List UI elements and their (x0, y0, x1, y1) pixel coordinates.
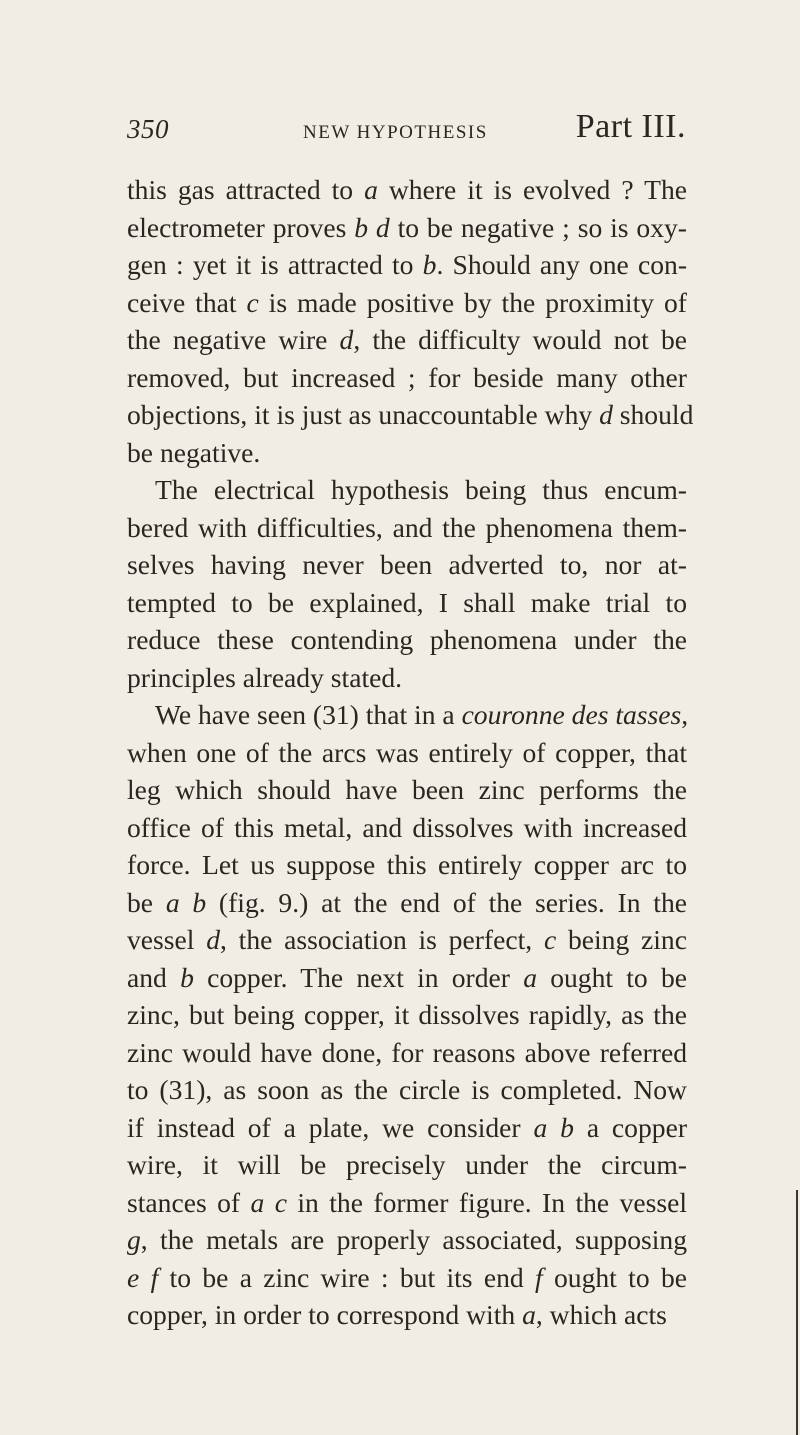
text-line (127, 434, 687, 472)
italic-run: a (522, 1299, 536, 1330)
text-run: leg which should have been zinc performs the (127, 774, 687, 805)
text-run: be (127, 886, 166, 918)
text-run: objections, it is just as unaccountable why (127, 399, 600, 430)
italic-run: d (206, 924, 220, 955)
text-run: ought to be (542, 1261, 687, 1293)
italic-run: g (127, 1224, 141, 1255)
text-line (127, 209, 687, 247)
text-run: where it is evolved ? The (377, 174, 687, 205)
italic-run: a (523, 961, 537, 993)
text-line (127, 884, 687, 922)
text-run: , the metals are properly associated, supposing (140, 1224, 687, 1255)
text-run: to be a zinc wire : but its end (158, 1261, 535, 1293)
italic-run: d (339, 324, 354, 355)
text-run: reduce these contending phenomena under the (127, 624, 687, 655)
text-line (127, 1221, 687, 1259)
text-run: stances of (127, 1186, 251, 1218)
text-run: bered with difficulties, and the phenomena them- (127, 511, 687, 543)
text-run: to be negative ; so is oxy- (389, 211, 687, 243)
text-line (127, 171, 687, 209)
italic-run: f (535, 1261, 543, 1293)
text-run: selves having never been adverted to, nor at- (127, 549, 687, 580)
italic-run: c (543, 924, 557, 955)
text-run: , (681, 699, 689, 730)
italic-run: a b (533, 1111, 574, 1143)
text-run: ought to be (536, 961, 687, 993)
text-run: wire, it will be precisely under the circum- (127, 1149, 687, 1180)
text-run: in the former figure. In the vessel (286, 1186, 688, 1218)
text-run: office of this metal, and dissolves with increased (127, 811, 687, 843)
text-run: zinc would have done, for reasons above referred (127, 1036, 687, 1068)
running-head: NEW HYPOTHESIS (303, 122, 488, 143)
italic-run: a (364, 174, 378, 205)
italic-run: e f (127, 1261, 159, 1293)
text-run: , the difficulty would not be (353, 324, 687, 355)
text-run: electrometer proves (127, 211, 355, 243)
text-line (127, 321, 687, 359)
text-line (127, 1259, 687, 1297)
text-line (127, 771, 687, 809)
text-run: gen : yet it is attracted to (127, 249, 423, 280)
text-line (127, 284, 687, 322)
text-line (127, 509, 687, 547)
italic-run: b (180, 961, 194, 993)
text-line (127, 1034, 687, 1072)
text-line (127, 809, 687, 847)
text-line (127, 1184, 687, 1222)
text-line (127, 246, 687, 284)
text-line (127, 1109, 687, 1147)
text-run: vessel (127, 924, 207, 955)
text-run: being zinc (556, 924, 687, 955)
text-run: , the association is perfect, (220, 924, 544, 955)
text-run: to (31), as soon as the circle is completed. Now (127, 1074, 687, 1105)
text-run: copper, in order to correspond with (127, 1299, 523, 1330)
italic-run: a b (165, 886, 207, 918)
part-label: Part III. (575, 108, 686, 145)
page-number: 350 (127, 114, 169, 144)
text-line (127, 1146, 687, 1184)
text-run: if instead of a plate, we consider (127, 1111, 534, 1143)
text-run: this gas attracted to (127, 174, 365, 205)
text-run: is made positive by the proximity of (258, 286, 687, 318)
text-run: and (127, 961, 181, 993)
italic-run: d (599, 399, 613, 430)
text-run: copper. The next in order (193, 961, 524, 993)
text-line (127, 546, 687, 584)
text-line (127, 471, 687, 509)
text-run: the negative wire (127, 324, 340, 355)
text-run: removed, but increased ; for beside many other (127, 361, 687, 393)
text-line (127, 921, 687, 959)
text-run: (fig. 9.) at the end of the series. In the (206, 886, 687, 918)
text-line (127, 996, 687, 1034)
text-line (127, 659, 687, 697)
text-line (127, 359, 687, 397)
text-run: We have seen (31) that in a (155, 699, 462, 730)
text-run: principles already stated. (127, 661, 403, 693)
text-run: The electrical hypothesis being thus encum- (155, 474, 687, 505)
text-run: should (612, 399, 694, 430)
text-run: force. Let us suppose this entirely copper arc to (127, 849, 687, 880)
page-edge-rule (796, 1190, 798, 1435)
text-run: . Should any one con- (436, 249, 688, 280)
text-run: a copper (573, 1111, 688, 1143)
italic-run: b (422, 249, 437, 280)
text-run: tempted to be explained, I shall make trial to (127, 586, 687, 618)
italic-run: b d (354, 211, 390, 243)
text-line (127, 1071, 687, 1109)
text-line (127, 1296, 687, 1334)
text-line (127, 396, 694, 434)
page-header (127, 108, 686, 148)
text-line (127, 621, 687, 659)
text-line (127, 846, 687, 884)
italic-run: c (246, 286, 259, 318)
text-run: be negative. (127, 436, 261, 468)
text-line (127, 696, 687, 734)
text-run: when one of the arcs was entirely of copper, that (127, 736, 687, 768)
text-run: , which acts (535, 1299, 667, 1330)
text-line (127, 959, 687, 997)
italic-run: a c (250, 1186, 287, 1218)
text-line (127, 584, 687, 622)
text-line (127, 734, 687, 772)
body-text (127, 171, 694, 1334)
italic-run: couronne des tasses (461, 699, 682, 730)
text-run: ceive that (127, 286, 247, 318)
text-run: zinc, but being copper, it dissolves rapidly, as the (127, 999, 687, 1030)
